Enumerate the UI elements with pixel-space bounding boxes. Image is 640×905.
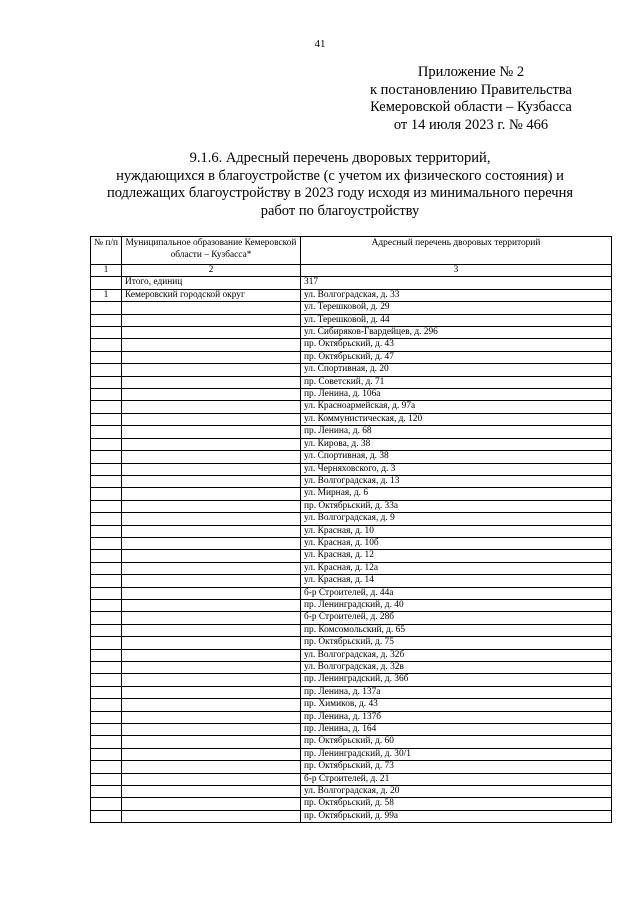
table-header-row: [91, 237, 612, 265]
row-address-cell: пр. Октябрьский, д. 47: [301, 351, 612, 363]
row-municipality-cell: [122, 500, 301, 512]
table-row: [91, 314, 612, 326]
table-row: [91, 612, 612, 624]
table-row: [91, 438, 612, 450]
table-row: [91, 798, 612, 810]
row-address-cell: ул. Красная, д. 12: [301, 550, 612, 562]
row-address-cell: ул. Красная, д. 10: [301, 525, 612, 537]
row-num-cell: [91, 314, 122, 326]
row-address-cell: ул. Волгоградская, д. 32б: [301, 649, 612, 661]
row-municipality-cell: [122, 525, 301, 537]
row-num-cell: [91, 475, 122, 487]
row-address-cell: пр. Советский, д. 71: [301, 376, 612, 388]
row-num-cell: [91, 637, 122, 649]
row-municipality-cell: [122, 575, 301, 587]
row-address-cell: ул. Красная, д. 10б: [301, 537, 612, 549]
row-num-cell: [91, 699, 122, 711]
row-num-cell: [91, 761, 122, 773]
table-row: [91, 550, 612, 562]
table-row: [91, 786, 612, 798]
row-municipality-cell: [122, 599, 301, 611]
row-municipality-cell: [122, 413, 301, 425]
table-row: [91, 513, 612, 525]
table-row: [91, 401, 612, 413]
row-address-cell: пр. Ленинградский, д. 36б: [301, 674, 612, 686]
appendix-block: [330, 64, 612, 134]
row-num-cell: [91, 364, 122, 376]
column-number-3: 3: [301, 265, 612, 277]
row-municipality-cell: [122, 649, 301, 661]
appendix-line-4: от 14 июля 2023 г. № 466: [393, 116, 549, 133]
row-address-cell: ул. Красноармейская, д. 97а: [301, 401, 612, 413]
row-address-cell: пр. Химиков, д. 43: [301, 699, 612, 711]
table-row: [91, 500, 612, 512]
column-number-row: [91, 265, 612, 277]
row-address-cell: ул. Красная, д. 14: [301, 575, 612, 587]
row-num-cell: [91, 426, 122, 438]
row-address-cell: ул. Спортивная, д. 20: [301, 364, 612, 376]
row-address-cell: пр. Ленина, д. 137а: [301, 686, 612, 698]
row-num-cell: [91, 525, 122, 537]
row-num-cell: [91, 612, 122, 624]
row-address-cell: ул. Терешковой, д. 29: [301, 302, 612, 314]
row-num-cell: [91, 376, 122, 388]
table-row: [91, 525, 612, 537]
title-line-3: подлежащих благоустройству в 2023 году исходя из минимального перечня: [106, 185, 574, 201]
row-address-cell: пр. Октябрьский, д. 75: [301, 637, 612, 649]
row-num-cell: 1: [91, 289, 122, 301]
row-num-cell: [91, 810, 122, 822]
table-row: [91, 537, 612, 549]
header-municipality: Муниципальное образование Кемеровской области – Кузбасса*: [122, 237, 301, 265]
row-municipality-cell: [122, 451, 301, 463]
row-address-cell: пр. Комсомольский, д. 65: [301, 624, 612, 636]
appendix-line-2: к постановлению Правительства: [370, 81, 572, 98]
row-num-cell: [91, 649, 122, 661]
row-address-cell: ул. Терешковой, д. 44: [301, 314, 612, 326]
row-num-cell: [91, 438, 122, 450]
row-municipality-cell: [122, 637, 301, 649]
table-row: [91, 674, 612, 686]
appendix-line-1: Приложение № 2: [417, 64, 525, 80]
row-address-cell: ул. Мирная, д. 6: [301, 488, 612, 500]
row-num-cell: [91, 599, 122, 611]
table-row: [91, 351, 612, 363]
total-label: Итого, единиц: [122, 277, 301, 289]
title-line-2: нуждающихся в благоустройстве (с учетом их физического состояния) и: [116, 167, 564, 184]
row-address-cell: б-р Строителей, д. 21: [301, 773, 612, 785]
row-municipality-cell: [122, 748, 301, 760]
table-row: [91, 488, 612, 500]
row-municipality-cell: [122, 463, 301, 475]
row-num-cell: [91, 575, 122, 587]
table-row: [91, 599, 612, 611]
row-municipality-cell: [122, 401, 301, 413]
row-municipality-cell: [122, 351, 301, 363]
row-municipality-cell: [122, 327, 301, 339]
table-row: [91, 637, 612, 649]
row-num-cell: [91, 674, 122, 686]
row-num-cell: [91, 711, 122, 723]
table-row: [91, 327, 612, 339]
row-municipality-cell: [122, 736, 301, 748]
table-row: [91, 587, 612, 599]
row-municipality-cell: [122, 488, 301, 500]
table-row: [91, 426, 612, 438]
row-address-cell: ул. Волгоградская, д. 20: [301, 786, 612, 798]
address-table: [90, 236, 612, 823]
row-num-cell: [91, 302, 122, 314]
document-title: [80, 150, 600, 220]
table-row: [91, 724, 612, 736]
table-row: [91, 711, 612, 723]
table-row: [91, 624, 612, 636]
row-num-cell: [91, 724, 122, 736]
row-municipality-cell: [122, 513, 301, 525]
table-row: [91, 575, 612, 587]
table-row: [91, 389, 612, 401]
row-address-cell: пр. Ленина, д. 137б: [301, 711, 612, 723]
row-address-cell: ул. Кирова, д. 38: [301, 438, 612, 450]
row-address-cell: пр. Ленинградский, д. 30/1: [301, 748, 612, 760]
table-row: [91, 686, 612, 698]
row-address-cell: пр. Октябрьский, д. 99а: [301, 810, 612, 822]
row-municipality-cell: [122, 773, 301, 785]
row-municipality-cell: [122, 662, 301, 674]
appendix-line-3: Кемеровской области – Кузбасса: [370, 99, 572, 115]
table-row: [91, 339, 612, 351]
header-num: № п/п: [91, 237, 122, 265]
row-num-cell: [91, 686, 122, 698]
row-municipality-cell: [122, 761, 301, 773]
row-address-cell: пр. Октябрьский, д. 60: [301, 736, 612, 748]
row-municipality-cell: [122, 798, 301, 810]
row-address-cell: ул. Волгоградская, д. 13: [301, 475, 612, 487]
row-municipality-cell: [122, 624, 301, 636]
row-municipality-cell: [122, 302, 301, 314]
table-row: [91, 810, 612, 822]
row-municipality-cell: [122, 475, 301, 487]
row-municipality-cell: [122, 786, 301, 798]
row-num-cell: [91, 736, 122, 748]
row-num-cell: [91, 562, 122, 574]
row-municipality-cell: [122, 389, 301, 401]
header-addresses: Адресный перечень дворовых территорий: [301, 237, 612, 265]
table-row: [91, 562, 612, 574]
row-address-cell: пр. Октябрьский, д. 58: [301, 798, 612, 810]
row-num-cell: [91, 662, 122, 674]
row-num-cell: [91, 488, 122, 500]
row-municipality-cell: [122, 376, 301, 388]
row-address-cell: б-р Строителей, д. 44а: [301, 587, 612, 599]
row-num-cell: [91, 513, 122, 525]
table-row: [91, 376, 612, 388]
row-municipality-cell: [122, 339, 301, 351]
table-row: [91, 699, 612, 711]
table-row: [91, 748, 612, 760]
row-municipality-cell: [122, 550, 301, 562]
total-value: 317: [301, 277, 612, 289]
row-address-cell: ул. Коммунистическая, д. 120: [301, 413, 612, 425]
row-address-cell: ул. Волгоградская, д. 9: [301, 513, 612, 525]
row-municipality-cell: [122, 562, 301, 574]
row-municipality-cell: [122, 711, 301, 723]
row-num-cell: [91, 339, 122, 351]
table-row: [91, 451, 612, 463]
row-municipality-cell: [122, 810, 301, 822]
row-address-cell: ул. Красная, д. 12а: [301, 562, 612, 574]
row-municipality-cell: [122, 699, 301, 711]
table-row: [91, 761, 612, 773]
row-num-cell: [91, 624, 122, 636]
total-num-cell: [91, 277, 122, 289]
table-row: [91, 662, 612, 674]
row-num-cell: [91, 413, 122, 425]
row-num-cell: [91, 351, 122, 363]
row-num-cell: [91, 327, 122, 339]
table-row: [91, 773, 612, 785]
row-address-cell: пр. Ленина, д. 68: [301, 426, 612, 438]
row-num-cell: [91, 550, 122, 562]
row-address-cell: пр. Октябрьский, д. 43: [301, 339, 612, 351]
row-municipality-cell: [122, 612, 301, 624]
row-address-cell: б-р Строителей, д. 28б: [301, 612, 612, 624]
row-num-cell: [91, 773, 122, 785]
row-address-cell: ул. Спортивная, д. 38: [301, 451, 612, 463]
row-num-cell: [91, 748, 122, 760]
row-municipality-cell: [122, 364, 301, 376]
row-address-cell: ул. Сибиряков-Гвардейцев, д. 296: [301, 327, 612, 339]
row-num-cell: [91, 537, 122, 549]
page-number: 41: [314, 38, 326, 50]
table-row: [91, 736, 612, 748]
row-num-cell: [91, 451, 122, 463]
title-line-1: 9.1.6. Адресный перечень дворовых территорий,: [189, 150, 491, 166]
table-row: [91, 413, 612, 425]
table-row: [91, 289, 612, 301]
row-num-cell: [91, 389, 122, 401]
row-address-cell: пр. Ленина, д. 106а: [301, 389, 612, 401]
row-num-cell: [91, 786, 122, 798]
row-municipality-cell: [122, 724, 301, 736]
table-row: [91, 302, 612, 314]
row-num-cell: [91, 401, 122, 413]
row-municipality-cell: [122, 587, 301, 599]
row-municipality-cell: [122, 426, 301, 438]
row-address-cell: ул. Волгоградская, д. 32в: [301, 662, 612, 674]
row-num-cell: [91, 587, 122, 599]
title-line-4: работ по благоустройству: [260, 202, 420, 219]
row-address-cell: пр. Ленинградский, д. 40: [301, 599, 612, 611]
column-number-2: 2: [122, 265, 301, 277]
row-municipality-cell: [122, 537, 301, 549]
table-row: [91, 364, 612, 376]
table-row: [91, 649, 612, 661]
table-row: [91, 475, 612, 487]
row-address-cell: ул. Черняховского, д. 3: [301, 463, 612, 475]
row-address-cell: пр. Октябрьский, д. 33а: [301, 500, 612, 512]
row-num-cell: [91, 463, 122, 475]
row-address-cell: пр. Ленина, д. 164: [301, 724, 612, 736]
row-num-cell: [91, 500, 122, 512]
row-address-cell: ул. Волгоградская, д. 33: [301, 289, 612, 301]
row-municipality-cell: [122, 674, 301, 686]
column-number-1: 1: [91, 265, 122, 277]
row-municipality-cell: [122, 686, 301, 698]
total-row: [91, 277, 612, 289]
row-address-cell: пр. Октябрьский, д. 73: [301, 761, 612, 773]
table-row: [91, 463, 612, 475]
row-municipality-cell: Кемеровский городской округ: [122, 289, 301, 301]
row-municipality-cell: [122, 314, 301, 326]
row-municipality-cell: [122, 438, 301, 450]
row-num-cell: [91, 798, 122, 810]
